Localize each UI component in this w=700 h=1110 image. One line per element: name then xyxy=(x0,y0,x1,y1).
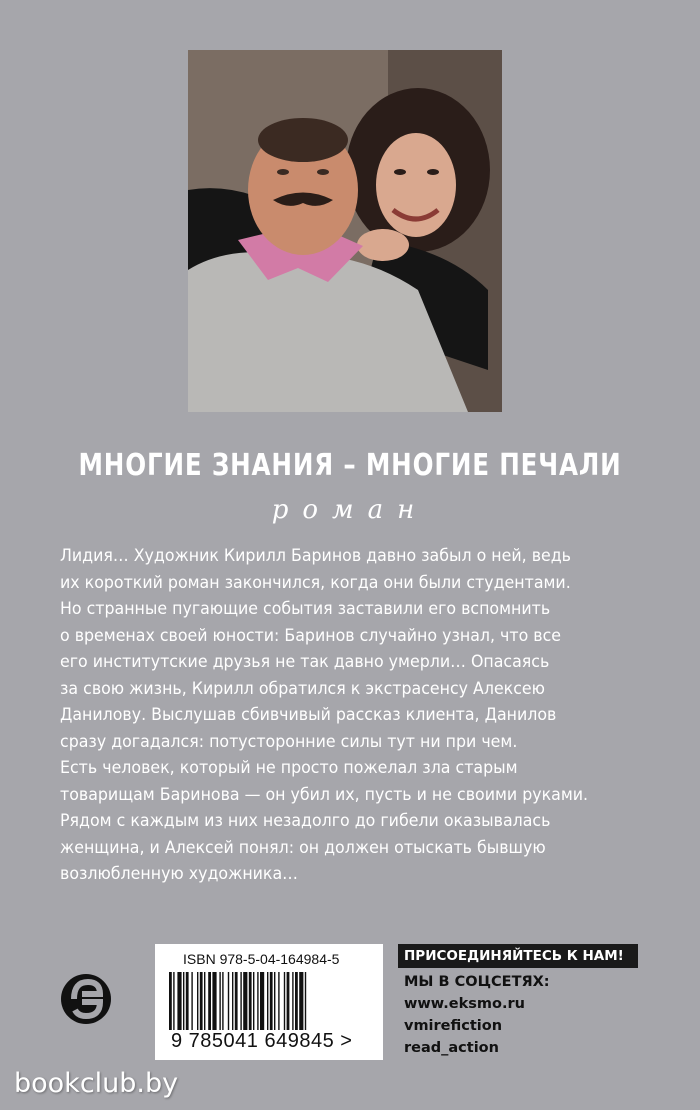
barcode-bars xyxy=(169,972,369,1034)
description-line: возлюбленную художника… xyxy=(60,864,298,884)
isbn-text: ISBN 978-5-04-164984-5 xyxy=(183,951,340,967)
author-photo xyxy=(188,50,502,412)
book-genre: роман xyxy=(271,495,429,525)
promo-header: ПРИСОЕДИНЯЙТЕСЬ К НАМ! xyxy=(398,944,638,968)
eksmo-logo-icon xyxy=(60,964,112,1039)
description-line: Лидия… Художник Кирилл Баринов давно забыл о ней, ведь xyxy=(60,546,572,566)
social-link-vmirefiction[interactable]: vmirefiction xyxy=(404,1018,503,1034)
social-promo xyxy=(398,944,638,1056)
watermark: bookclub.by xyxy=(14,1068,179,1099)
social-label: МЫ В СОЦСЕТЯХ: xyxy=(404,974,550,990)
barcode xyxy=(155,944,383,1060)
book-title: МНОГИЕ ЗНАНИЯ – МНОГИЕ ПЕЧАЛИ xyxy=(78,448,622,483)
description-line: товарищам Баринова — он убил их, пусть и не своими руками. xyxy=(60,784,589,805)
description-line: о временах своей юности: Баринов случайно узнал, что все xyxy=(60,625,562,646)
book-description xyxy=(60,543,665,888)
barcode-number: 9 785041 649845 > xyxy=(171,1030,353,1052)
description-line: Данилову. Выслушав сбивчивый рассказ клиента, Данилов xyxy=(60,705,557,725)
description-line: сразу догадался: потусторонние силы тут ни при чем. xyxy=(60,731,518,752)
description-line: Но странные пугающие события заставили его вспомнить xyxy=(60,599,551,619)
description-line: их короткий роман закончился, когда они были студентами. xyxy=(60,572,571,593)
social-link-read-action[interactable]: read_action xyxy=(404,1040,499,1056)
author-photo-illustration xyxy=(188,50,502,412)
description-line: Рядом с каждым из них незадолго до гибели оказывалась xyxy=(60,811,551,831)
social-link-site[interactable]: www.eksmo.ru xyxy=(404,996,525,1012)
description-line: за свою жизнь, Кирилл обратился к экстрасенсу Алексею xyxy=(60,678,545,699)
description-line: его институтские друзья не так давно умерли… Опасаясь xyxy=(60,652,550,672)
description-line: женщина, и Алексей понял: он должен отыскать бывшую xyxy=(60,837,546,858)
description-line: Есть человек, который не просто пожелал зла старым xyxy=(60,758,518,778)
